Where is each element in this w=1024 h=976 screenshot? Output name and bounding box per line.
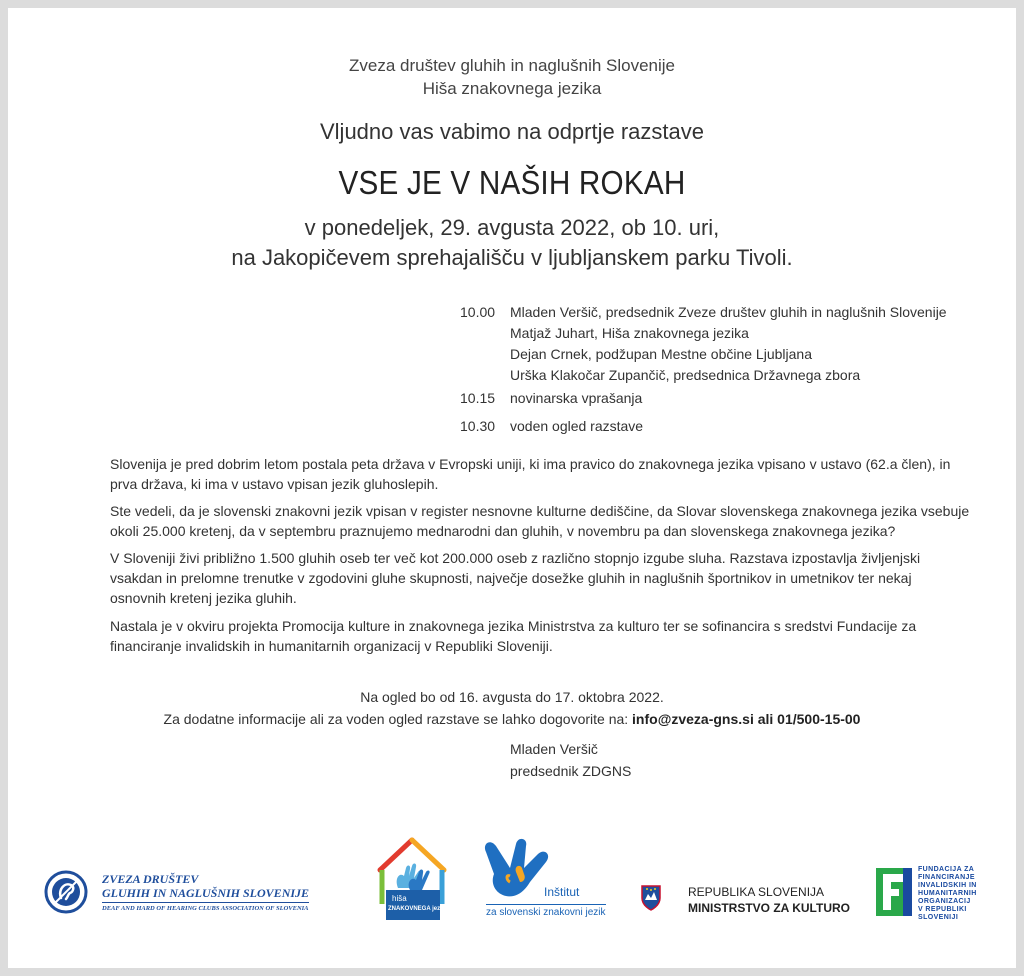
body-paragraph: V Sloveniji živi približno 1.500 gluhih oseb ter več kot 200.000 oseb z različno stopnjo izgube sluha. Razstava izpostavlja življenjski vsakdan in prelomne trenutke v zgodovini gluhe skupnosti, največje dosežke gluhih in naglušnih športnikov in umetnikov ter nekaj osnovnih kretenj jezika gluhih. [110, 550, 921, 606]
program-speaker: Dejan Crnek, podžupan Mestne občine Ljubljana [510, 346, 812, 362]
body-paragraph: Ste vedeli, da je slovenski znakovni jezik vpisan v register nesnovne kulturne dediščine, da Slovar slovenskega znakovnega jezika vsebuje okoli 25.000 kretenj, da v septembru praznujemo mednarodni dan gluhih, v novembru pa dan slovenskega znakovnega jezika? [110, 503, 970, 539]
fundacija-line: V REPUBLIKI [918, 906, 967, 913]
fundacija-line: SLOVENIJI [918, 914, 959, 921]
program-time: 10.00 [460, 304, 496, 320]
exhibition-title: VSE JE V NAŠIH ROKAH [338, 164, 686, 201]
institut-line2: za slovenski znakovni jezik [486, 904, 606, 918]
program-description: novinarska vprašanja [510, 390, 643, 406]
fundacija-line: FINANCIRANJE [918, 874, 975, 881]
fundacija-f-icon [876, 868, 912, 916]
organization-name: Zveza društev gluhih in naglušnih Slovenije [348, 56, 676, 75]
program-speaker: Mladen Veršič, predsednik Zveze društev gluhih in naglušnih Slovenije [510, 304, 947, 320]
ear-icon [44, 870, 88, 914]
invitation-card [8, 8, 1016, 968]
contact-email-phone[interactable]: info@zveza-gns.si ali 01/500-15-00 [632, 711, 861, 727]
program-time: 10.30 [460, 418, 496, 434]
fundacija-line: ORGANIZACIJ [918, 898, 971, 905]
program-speaker: Urška Klakočar Zupančič, predsednica Državnega zbora [510, 367, 861, 383]
coat-of-arms-icon [640, 884, 662, 912]
hisa-line1: hiša [392, 894, 407, 903]
fundacija-line: FUNDACIJA ZA [918, 866, 975, 873]
event-location: na Jakopičevem sprehajališču v ljubljanskem parku Tivoli. [231, 245, 793, 270]
organization-subname: Hiša znakovnega jezika [422, 79, 602, 98]
fundacija-line: HUMANITARNIH [918, 890, 977, 897]
republika-line2: MINISTRSTVO ZA KULTURO [688, 901, 850, 915]
republika-logo [640, 882, 860, 922]
zveza-line2: GLUHIH IN NAGLUŠNIH SLOVENIJE [102, 886, 310, 900]
hisa-logo [376, 834, 448, 922]
signature-title: predsednik ZDGNS [510, 763, 632, 779]
fundacija-logo [876, 866, 986, 922]
zveza-line3: DEAF AND HARD OF HEARING CLUBS ASSOCIATION OF SLOVENIA [102, 902, 309, 912]
republika-line1: REPUBLIKA SLOVENIJA [688, 885, 825, 899]
signature-name: Mladen Veršič [510, 741, 598, 757]
contact-info [8, 711, 1016, 727]
program-description: voden ogled razstave [510, 418, 644, 434]
event-date: v ponedeljek, 29. avgusta 2022, ob 10. uri, [304, 215, 720, 240]
zveza-line1: ZVEZA DRUŠTEV [102, 872, 199, 886]
hisa-line2: ZNAKOVNEGA jezika [388, 906, 449, 912]
invitation-text: Vljudno vas vabimo na odprtje razstave [320, 119, 704, 144]
contact-text: Za dodatne informacije ali za voden ogled razstave se lahko dogovorite na: [163, 711, 629, 727]
exhibition-dates: Na ogled bo od 16. avgusta do 17. oktobra 2022. [360, 689, 664, 705]
program-speaker: Matjaž Juhart, Hiša znakovnega jezika [510, 325, 749, 341]
zveza-logo [44, 870, 344, 920]
fundacija-line: INVALIDSKIH IN [918, 882, 977, 889]
institut-line1: Inštitut [544, 885, 580, 899]
body-paragraph: Slovenija je pred dobrim letom postala peta država v Evropski uniji, ki ima pravico do znakovnega jezika vpisano v ustavo (62.a člen), in prva država, ki ima v ustavo vpisan jezik gluhoslepih. [110, 456, 951, 492]
program-time: 10.15 [460, 390, 496, 406]
body-paragraph: Nastala je v okviru projekta Promocija kulture in znakovnega jezika Ministrstva za kulturo ter se sofinancira s sredstvi Fundacije za financiranje invalidskih in humanitarnih organizacij v Republiki Sloveniji. [110, 618, 917, 654]
institut-logo [480, 834, 620, 924]
